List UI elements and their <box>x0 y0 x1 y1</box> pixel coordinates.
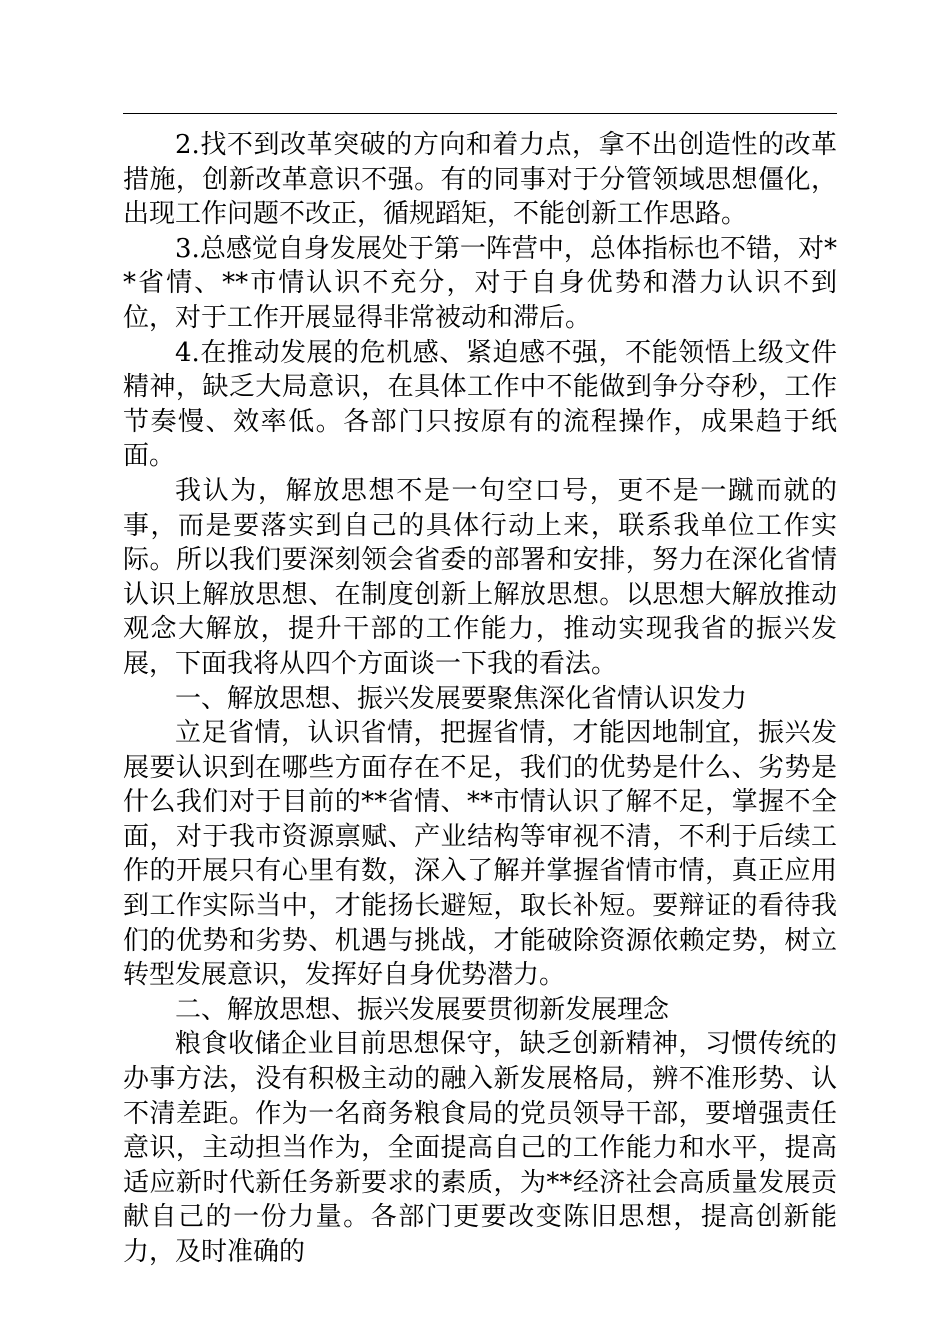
header-divider <box>123 113 837 114</box>
paragraph-section-1: 立足省情，认识省情，把握省情，才能因地制宜，振兴发展要认识到在哪些方面存在不足，我们的优势是什么、劣势是什么我们对于目前的**省情、**市情认识了解不足，掌握不全面，对于我市资源禀赋、产业结构等审视不清，不利于后续工作的开展只有心里有数，深入了解并掌握省情市情，真正应用到工作实际当中，才能扬长避短，取长补短。要辩证的看待我们的优势和劣势、机遇与挑战，才能破除资源依赖定势，树立转型发展意识，发挥好自身优势潜力。 <box>123 718 837 991</box>
paragraph-opinion: 我认为，解放思想不是一句空口号，更不是一蹴而就的事，而是要落实到自己的具体行动上来，联系我单位工作实际。所以我们要深刻领会省委的部署和安排，努力在深化省情认识上解放思想、在制度创新上解放思想。以思想大解放推动观念大解放，提升干部的工作能力，推动实现我省的振兴发展，下面我将从四个方面谈一下我的看法。 <box>123 475 837 679</box>
paragraph-section-2: 粮食收储企业目前思想保守，缺乏创新精神，习惯传统的办事方法，没有积极主动的融入新发展格局，辨不准形势、认不清差距。作为一名商务粮食局的党员领导干部，要增强责任意识，主动担当作为，全面提高自己的工作能力和水平，提高适应新时代新任务新要求的素质，为**经济社会高质量发展贡献自己的一份力量。各部门更要改变陈旧思想，提高创新能力，及时准确的 <box>123 1029 837 1267</box>
paragraph-item-2: 2.找不到改革突破的方向和着力点，拿不出创造性的改革措施，创新改革意识不强。有的同事对于分管领域思想僵化，出现工作问题不改正，循规蹈矩，不能创新工作思路。 <box>123 130 837 230</box>
section-heading-1: 一、解放思想、振兴发展要聚焦深化省情认识发力 <box>175 683 748 714</box>
paragraph-item-4: 4.在推动发展的危机感、紧迫感不强，不能领悟上级文件精神，缺乏大局意识，在具体工作中不能做到争分夺秒，工作节奏慢、效率低。各部门只按原有的流程操作，成果趋于纸面。 <box>123 337 837 472</box>
paragraph-item-3: 3.总感觉自身发展处于第一阵营中，总体指标也不错，对**省情、**市情认识不充分，对于自身优势和潜力认识不到位，对于工作开展显得非常被动和滞后。 <box>123 233 837 333</box>
section-heading-2: 二、解放思想、振兴发展要贯彻新发展理念 <box>175 994 670 1025</box>
document-body <box>123 128 837 1270</box>
